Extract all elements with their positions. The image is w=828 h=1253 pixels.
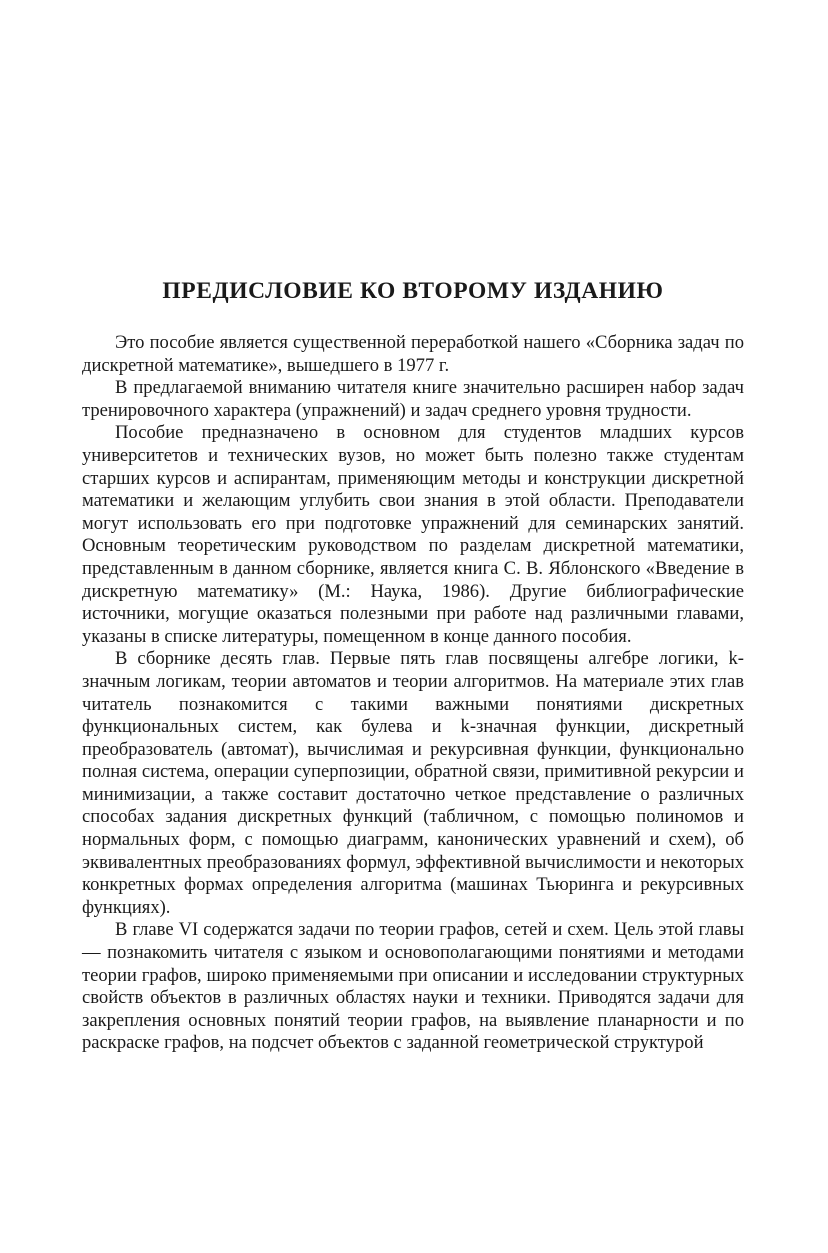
page-title: ПРЕДИСЛОВИЕ КО ВТОРОМУ ИЗДАНИЮ (162, 278, 664, 304)
paragraph-intro: Это пособие является существенной переработкой нашего «Сборника задач по дискретной математике», вышедшего в 1977 г. (82, 332, 744, 376)
paragraph-chapters-overview: В сборнике десять глав. Первые пять глав посвящены алгебре логики, k-значным логикам, теории автоматов и теории алгоритмов. На материале этих глав читатель познакомится с такими важными понятиями дискретных функциональных систем, как булева и k-значная функции, дискретный преобразователь (автомат), вычислимая и рекурсивная функции, функционально полная система, операции суперпозиции, обратной связи, примитивной рекурсии и минимизации, а также составит достаточно четкое представление о различных способах задания дискретных функций (табличном, с помощью полиномов и нормальных форм, с помощью диаграмм, канонических уравнений и схем), об эквивалентных преобразованиях формул, эффективной вычислимости и некоторых конкретных формах определения алгоритма (машинах Тьюринга и рекурсивных функциях). (82, 648, 744, 918)
paragraph-audience: Пособие предназначено в основном для студентов младших курсов университетов и технических вузов, но может быть полезно также студентам старших курсов и аспирантам, применяющим методы и конструкции дискретной математики и желающим углубить свои знания в этой области. Преподаватели могут использовать его при подготовке упражнений для семинарских занятий. Основным теоретическим руководством по разделам дискретной математики, представленным в данном сборнике, является книга С. В. Яблонского «Введение в дискретную математику» (М.: Наука, 1986). Другие библиографические источники, могущие оказаться полезными при работе над различными главами, указаны в списке литературы, помещенном в конце данного пособия. (82, 422, 744, 647)
paragraph-expanded-problems: В предлагаемой вниманию читателя книге значительно расширен набор задач тренировочного характера (упражнений) и задач среднего уровня трудности. (82, 377, 744, 421)
paragraph-chapter-six: В главе VI содержатся задачи по теории графов, сетей и схем. Цель этой главы — познакомить читателя с языком и основополагающими понятиями и методами теории графов, широко применяемыми при описании и исследовании структурных свойств объектов в различных областях науки и техники. Приводятся задачи для закрепления основных понятий теории графов, на выявление планарности и по раскраске графов, на подсчет объектов с заданной геометрической структурой (82, 919, 744, 1054)
document-page (82, 276, 744, 1055)
